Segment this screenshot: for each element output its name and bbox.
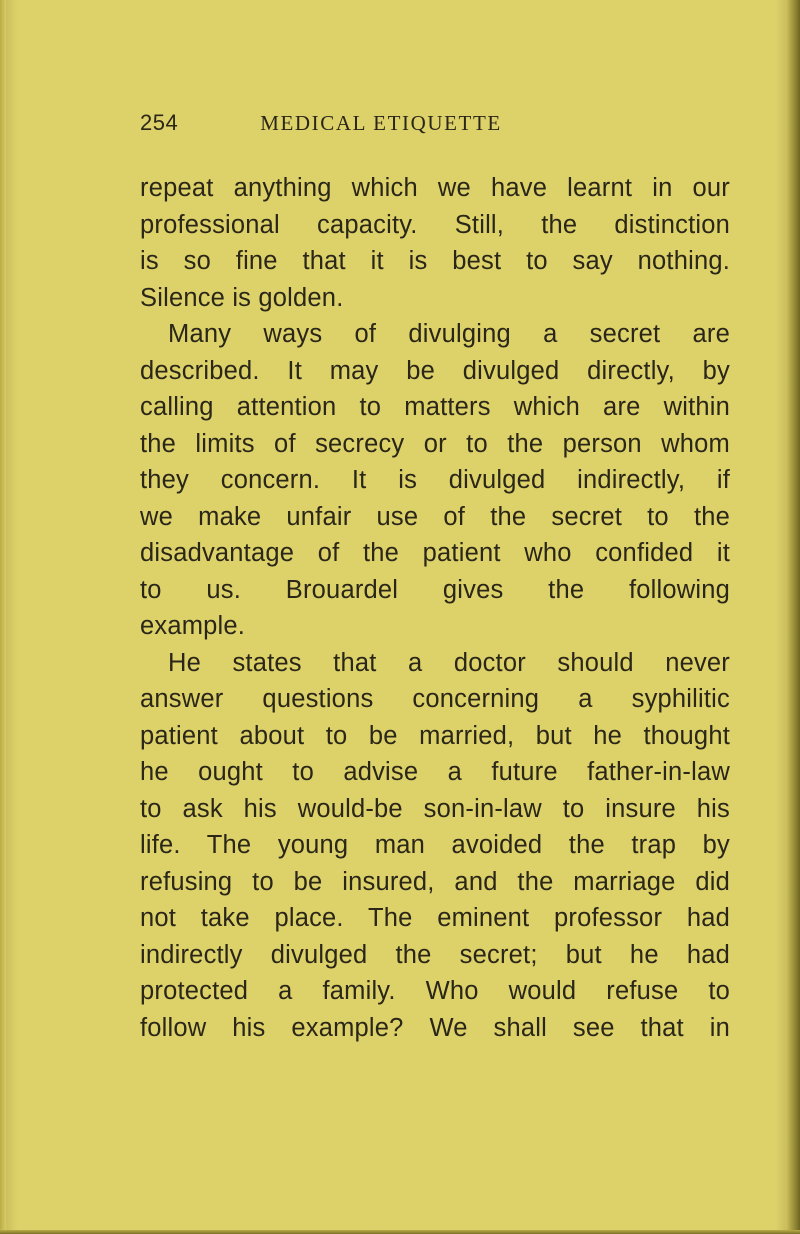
text-line: professional capacity. Still, the distinction	[140, 210, 730, 239]
running-head-title: MEDICAL ETIQUETTE	[260, 111, 502, 135]
text-line: the limits of secrecy or to the person whom	[140, 429, 730, 458]
text-line: protected a family. Who would refuse to	[140, 977, 730, 1005]
text-line: patient about to be married, but he thought	[140, 721, 730, 750]
text-line: life. The young man avoided the trap by	[140, 831, 730, 859]
text-line: example.	[140, 612, 246, 640]
text-line: to ask his would-be son-in-law to insure his	[140, 794, 730, 823]
text-line: is so fine that it is best to say nothing.	[140, 247, 730, 275]
running-head	[140, 110, 580, 140]
page-left-edge	[0, 0, 6, 1234]
text-line: we make unfair use of the secret to the	[140, 502, 730, 531]
text-line: He states that a doctor should never	[168, 648, 730, 677]
text-line: answer questions concerning a syphilitic	[140, 685, 730, 713]
text-line: Many ways of divulging a secret are	[168, 320, 730, 348]
text-line: indirectly divulged the secret; but he had	[140, 940, 730, 969]
text-line: they concern. It is divulged indirectly, if	[140, 466, 730, 494]
text-line: to us. Brouardel gives the following	[140, 575, 730, 604]
page-bottom-edge	[0, 1230, 800, 1234]
text-line: not take place. The eminent professor had	[140, 904, 730, 932]
text-line: follow his example? We shall see that in	[140, 1013, 730, 1042]
text-line: he ought to advise a future father-in-law	[140, 758, 730, 786]
text-line: described. It may be divulged directly, by	[140, 356, 730, 385]
page-number: 254	[140, 110, 179, 135]
text-line: repeat anything which we have learnt in our	[140, 174, 730, 202]
text-line: calling attention to matters which are within	[140, 393, 730, 421]
text-line: refusing to be insured, and the marriage did	[140, 867, 730, 896]
text-line: Silence is golden.	[140, 283, 344, 312]
page-right-edge	[786, 0, 800, 1234]
body-text	[140, 170, 730, 1046]
text-line: disadvantage of the patient who confided it	[140, 539, 730, 567]
